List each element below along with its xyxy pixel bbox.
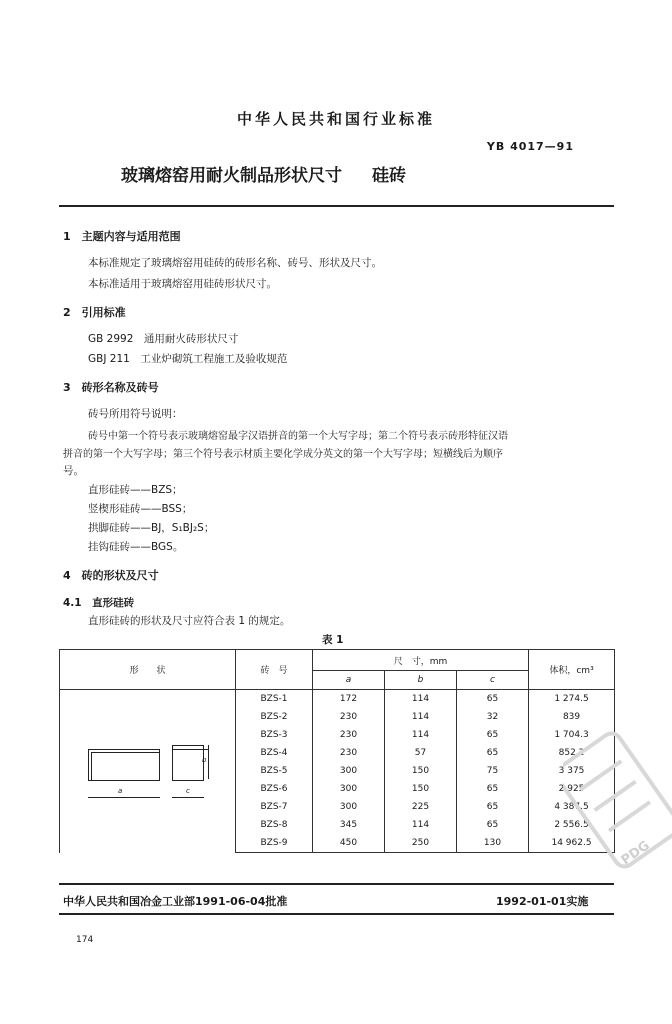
issuing-header: 中华人民共和国行业标准 xyxy=(236,110,435,128)
brick-side-view-top-line xyxy=(172,749,208,750)
cell-a: 450 xyxy=(313,834,385,853)
cell-volume: 2 556.5 xyxy=(529,816,615,834)
cell-b: 150 xyxy=(385,780,457,798)
cell-volume: 852.2 xyxy=(529,744,615,762)
cell-b: 225 xyxy=(385,798,457,816)
column-header-c: c xyxy=(457,671,529,690)
cell-c: 75 xyxy=(457,762,529,780)
brick-type-item: 拱脚硅砖——BJ，S₁BJ₂S； xyxy=(88,522,215,534)
dimension-line-c xyxy=(172,797,204,798)
column-header-b: b xyxy=(385,671,457,690)
section-4-heading: 4 砖的形状及尺寸 xyxy=(63,569,159,582)
footer-rule xyxy=(59,883,614,885)
cell-b: 250 xyxy=(385,834,457,853)
cell-code: BZS-8 xyxy=(236,816,313,834)
cell-a: 230 xyxy=(313,744,385,762)
dimension-label-a: a xyxy=(118,787,123,795)
cell-code: BZS-4 xyxy=(236,744,313,762)
approval-line: 中华人民共和国冶金工业部1991-06-04批准 xyxy=(63,895,288,908)
dimension-label-b: b xyxy=(202,756,207,764)
dimension-line-a xyxy=(88,797,160,798)
cell-c: 65 xyxy=(457,780,529,798)
cell-b: 114 xyxy=(385,690,457,709)
section-2-heading: 2 引用标准 xyxy=(63,306,126,319)
cell-code: BZS-3 xyxy=(236,726,313,744)
cell-c: 65 xyxy=(457,798,529,816)
reference-1: GB 2992 通用耐火砖形状尺寸 xyxy=(88,333,239,345)
column-header-a: a xyxy=(313,671,385,690)
cell-c: 130 xyxy=(457,834,529,853)
dimension-label-c: c xyxy=(186,787,190,795)
title-rule xyxy=(59,205,614,207)
section-3-intro: 砖号所用符号说明： xyxy=(88,408,183,420)
section-4-1-heading: 4.1 直形硅砖 xyxy=(63,597,135,609)
section-3-desc-line-2: 拼音的第一个大写字母；第三个符号表示材质主要化学成分英文的第一个大写字母；短横线后为顺序 xyxy=(63,449,503,460)
column-header-code: 砖 号 xyxy=(236,650,313,690)
cell-a: 230 xyxy=(313,726,385,744)
section-3-desc-line-3: 号。 xyxy=(63,465,84,477)
cell-b: 114 xyxy=(385,816,457,834)
cell-c: 65 xyxy=(457,744,529,762)
cell-c: 32 xyxy=(457,708,529,726)
effective-date: 1992-01-01实施 xyxy=(496,895,589,908)
cell-c: 65 xyxy=(457,816,529,834)
section-3-heading: 3 砖形名称及砖号 xyxy=(63,381,159,394)
cell-volume: 3 375 xyxy=(529,762,615,780)
cell-b: 114 xyxy=(385,708,457,726)
brick-type-item: 直形硅砖——BZS； xyxy=(88,484,183,496)
cell-a: 172 xyxy=(313,690,385,709)
cell-a: 345 xyxy=(313,816,385,834)
section-1-heading: 1 主题内容与适用范围 xyxy=(63,230,181,243)
section-4-1-text: 直形硅砖的形状及尺寸应符合表 1 的规定。 xyxy=(88,615,291,627)
brick-type-item: 竖楔形硅砖——BSS； xyxy=(88,503,193,515)
cell-volume: 4 387.5 xyxy=(529,798,615,816)
cell-c: 65 xyxy=(457,726,529,744)
watermark-text: PDG xyxy=(618,838,653,869)
cell-code: BZS-6 xyxy=(236,780,313,798)
section-1-para-1: 本标准规定了玻璃熔窑用硅砖的砖形名称、砖号、形状及尺寸。 xyxy=(88,257,382,269)
title-sub: 硅砖 xyxy=(372,166,406,186)
cell-a: 300 xyxy=(313,798,385,816)
cell-volume: 2 925 xyxy=(529,780,615,798)
cell-b: 114 xyxy=(385,726,457,744)
cell-b: 150 xyxy=(385,762,457,780)
cell-code: BZS-2 xyxy=(236,708,313,726)
cell-volume: 839 xyxy=(529,708,615,726)
table-row xyxy=(60,690,615,709)
cell-volume: 1 274.5 xyxy=(529,690,615,709)
cell-code: BZS-5 xyxy=(236,762,313,780)
watermark-seal xyxy=(563,715,672,885)
column-header-volume: 体积，cm³ xyxy=(529,650,615,690)
dimension-line-b xyxy=(208,745,209,779)
standard-code: YB 4017—91 xyxy=(486,140,574,153)
footer-bottom-rule xyxy=(59,913,614,915)
page-number: 174 xyxy=(76,935,94,945)
brick-front-view-inner-line xyxy=(91,752,159,780)
table-caption: 表 1 xyxy=(322,634,344,646)
section-1-para-2: 本标准适用于玻璃熔窑用硅砖形状尺寸。 xyxy=(88,278,277,290)
cell-code: BZS-9 xyxy=(236,834,313,853)
title-main: 玻璃熔窑用耐火制品形状尺寸 xyxy=(121,166,342,186)
document-title xyxy=(121,161,406,186)
section-3-desc-line-1: 砖号中第一个符号表示玻璃熔窑最字汉语拼音的第一个大写字母；第二个符号表示砖形特征汉语 xyxy=(88,431,508,442)
cell-a: 230 xyxy=(313,708,385,726)
cell-volume: 14 962.5 xyxy=(529,834,615,853)
cell-c: 65 xyxy=(457,690,529,709)
column-header-size: 尺 寸，mm xyxy=(313,650,529,671)
brick-type-item: 挂钩硅砖——BGS。 xyxy=(88,541,184,553)
column-header-shape: 形 状 xyxy=(60,650,236,690)
cell-code: BZS-1 xyxy=(236,690,313,709)
cell-a: 300 xyxy=(313,762,385,780)
cell-code: BZS-7 xyxy=(236,798,313,816)
cell-b: 57 xyxy=(385,744,457,762)
brick-side-view xyxy=(172,745,207,781)
cell-volume: 1 704.3 xyxy=(529,726,615,744)
cell-a: 300 xyxy=(313,780,385,798)
reference-2: GBJ 211 工业炉砌筑工程施工及验收规范 xyxy=(88,353,288,365)
